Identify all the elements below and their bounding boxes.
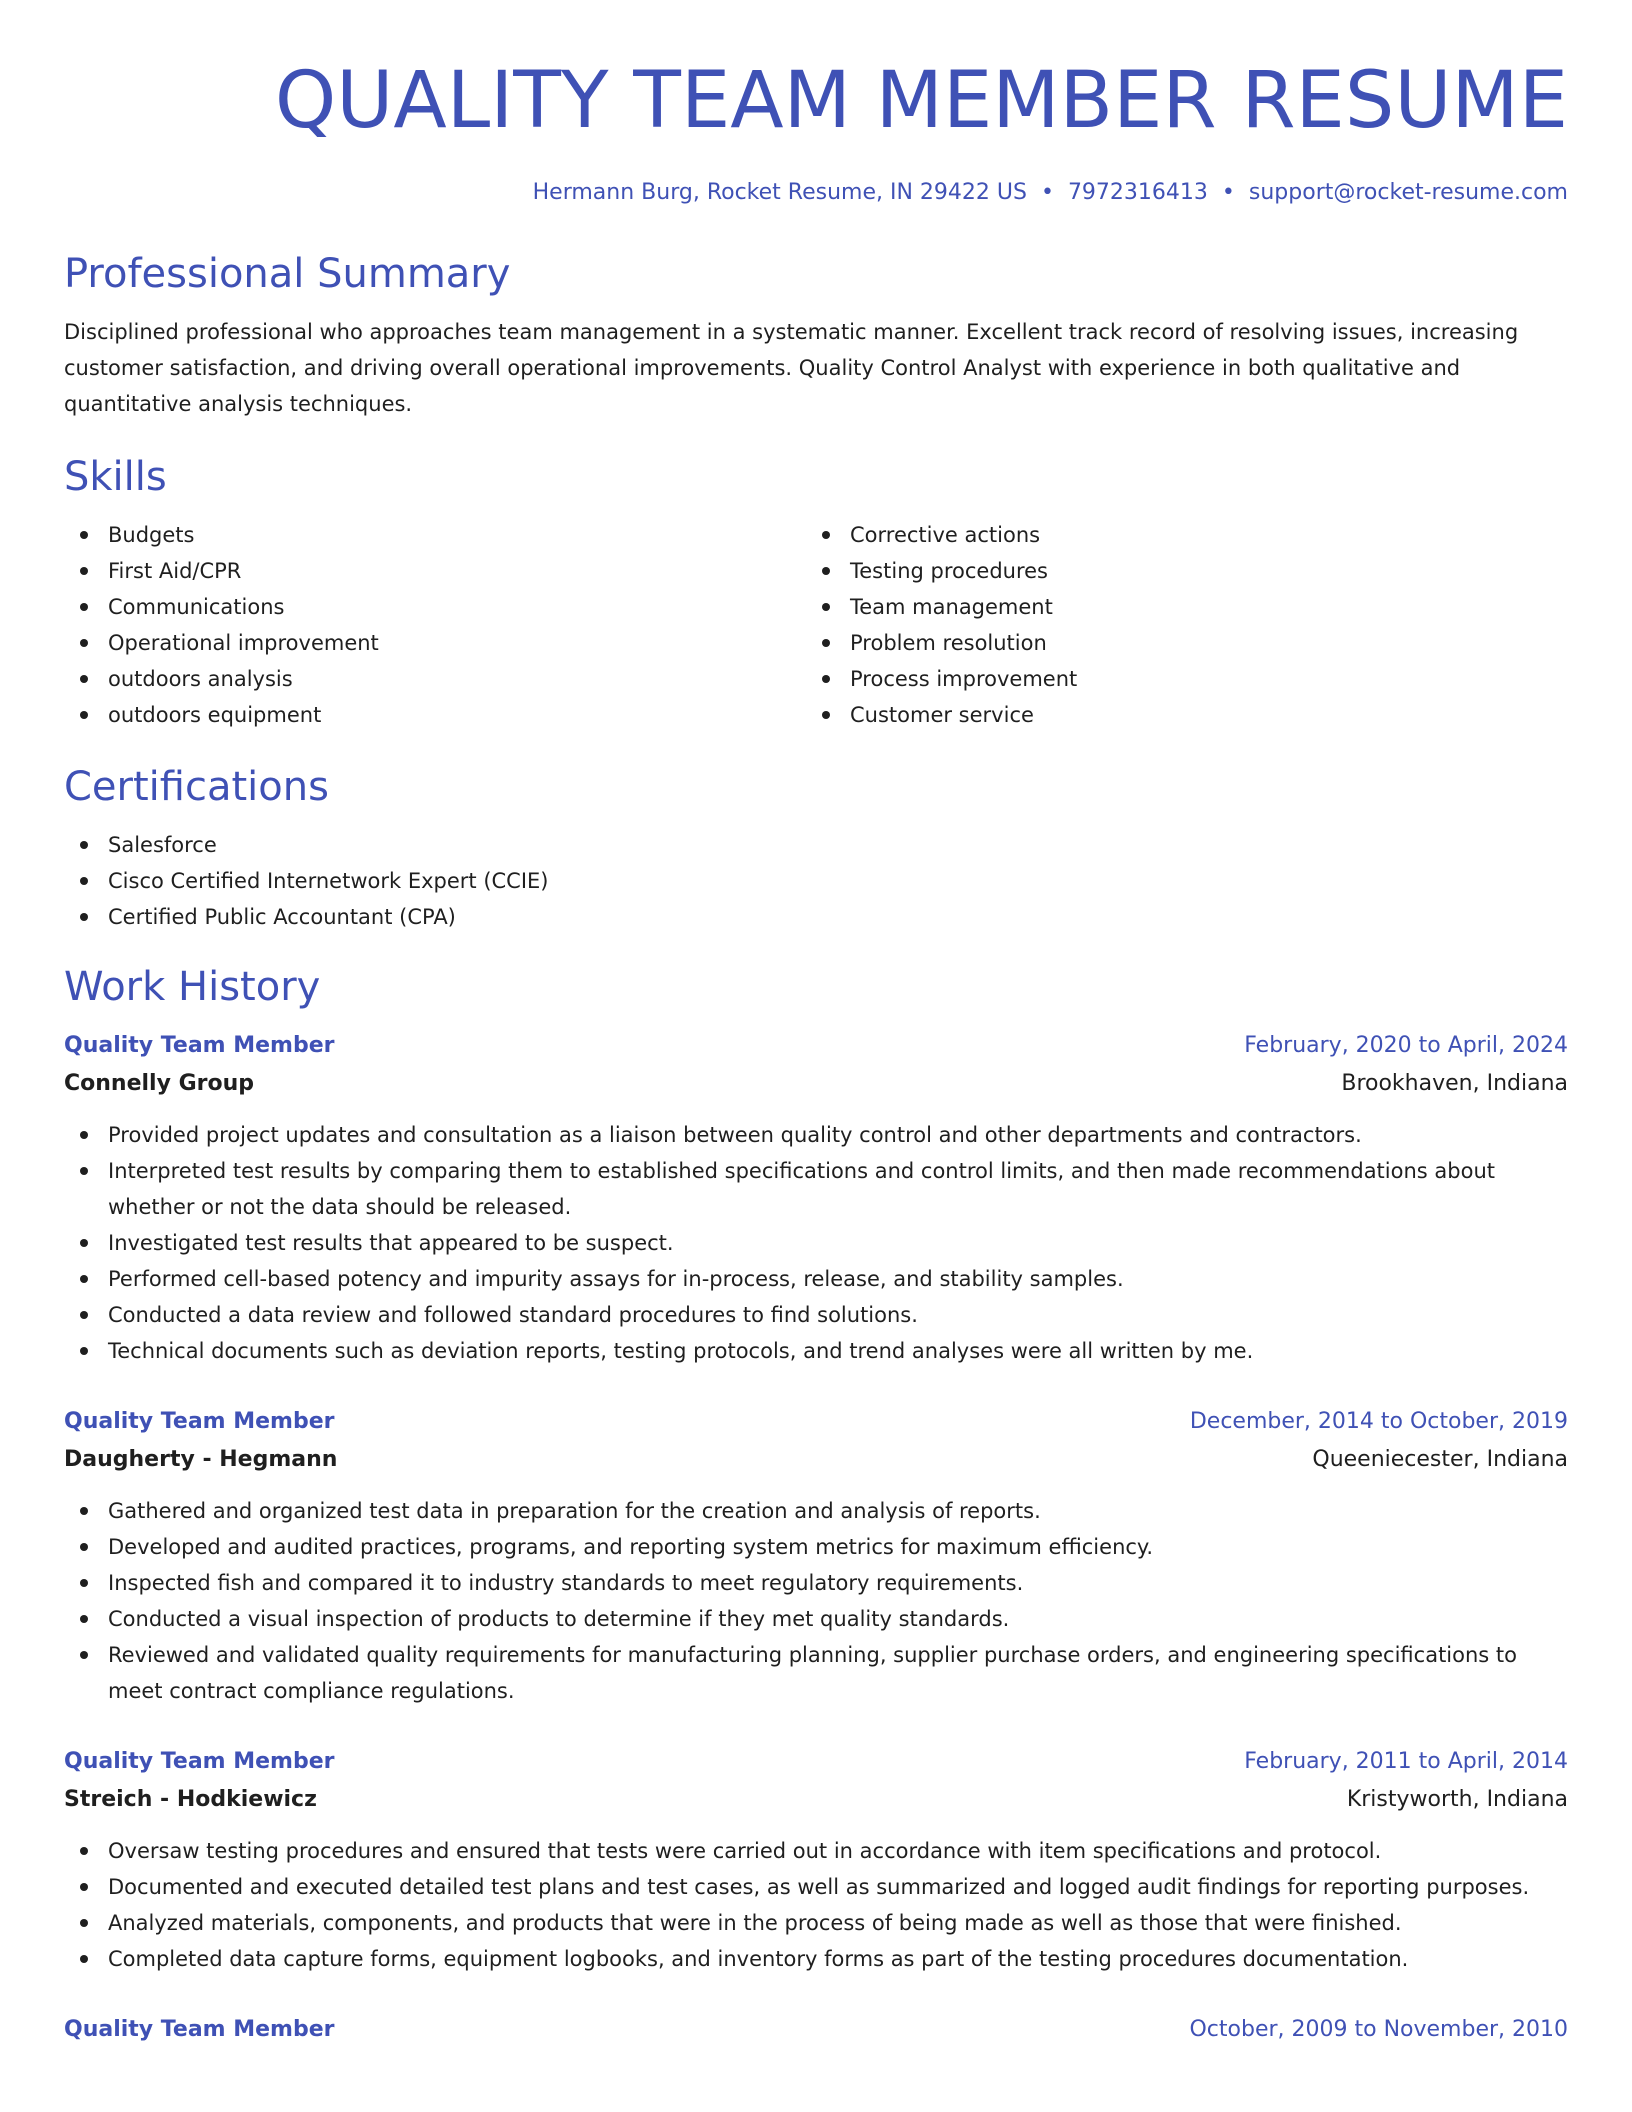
job-duty bbox=[64, 1297, 1568, 1333]
bullet-dot bbox=[80, 567, 88, 575]
bullet-dot bbox=[80, 877, 88, 885]
job-duty-text: Inspected fish and compared it to industry standards to meet regulatory requirements. bbox=[108, 1571, 1024, 1595]
job-title: Quality Team Member bbox=[64, 1409, 335, 1434]
certification-label: Cisco Certified Internetwork Expert (CCIE) bbox=[108, 869, 549, 893]
skill-label: Testing procedures bbox=[850, 559, 1048, 583]
job-duty bbox=[64, 1601, 1568, 1637]
job-duty bbox=[64, 1833, 1568, 1869]
job-duty bbox=[64, 1261, 1568, 1297]
page-title: QUALITY TEAM MEMBER RESUME bbox=[274, 56, 1568, 146]
job-title: Quality Team Member bbox=[64, 1749, 335, 1774]
job-company: Daugherty - Hegmann bbox=[64, 1447, 338, 1472]
job-company-row bbox=[64, 1781, 1568, 1819]
job-title-row bbox=[64, 1743, 1568, 1781]
bullet-dot bbox=[80, 1239, 88, 1247]
bullet-dot bbox=[80, 603, 88, 611]
bullet-dot bbox=[822, 603, 830, 611]
job-title-row bbox=[64, 2011, 1568, 2049]
job-duty bbox=[64, 1225, 1568, 1261]
job-duty bbox=[64, 1529, 1568, 1565]
skill-label: outdoors analysis bbox=[108, 667, 293, 691]
bullet-dot bbox=[80, 1543, 88, 1551]
job-title-row bbox=[64, 1403, 1568, 1441]
job-dates: December, 2014 to October, 2019 bbox=[1189, 1409, 1568, 1434]
job-company: Connelly Group bbox=[64, 1071, 255, 1096]
job-duty-text: Provided project updates and consultation as a liaison between quality control and other departments and contractors. bbox=[108, 1123, 1362, 1147]
certification-item bbox=[64, 899, 1568, 935]
bullet-dot bbox=[80, 1131, 88, 1139]
bullet-dot bbox=[80, 531, 88, 539]
job-duties-list bbox=[64, 1833, 1568, 1977]
skill-label: Customer service bbox=[850, 703, 1034, 727]
contact-email: support@rocket-resume.com bbox=[1248, 180, 1568, 205]
job-duty-text: Interpreted test results by comparing them to established specifications and control limits, and then made recommendations about whether or not the data should be released. bbox=[108, 1159, 1495, 1219]
skill-item bbox=[806, 697, 1548, 733]
job-duty-text: Gathered and organized test data in preparation for the creation and analysis of reports. bbox=[108, 1499, 1041, 1523]
bullet-dot bbox=[80, 1847, 88, 1855]
job-duty-text: Analyzed materials, components, and products that were in the process of being made as well as those that were finished. bbox=[108, 1911, 1402, 1935]
bullet-dot bbox=[80, 1311, 88, 1319]
job-duty bbox=[64, 1905, 1568, 1941]
bullet-dot bbox=[80, 639, 88, 647]
job-company-row bbox=[64, 1065, 1568, 1103]
job-duty bbox=[64, 1153, 1568, 1225]
job-duty bbox=[64, 1565, 1568, 1601]
skill-label: Operational improvement bbox=[108, 631, 379, 655]
skill-item bbox=[64, 661, 806, 697]
job-duty-text: Developed and audited practices, programs, and reporting system metrics for maximum efficiency. bbox=[108, 1535, 1154, 1559]
bullet-dot bbox=[80, 1507, 88, 1515]
skill-item bbox=[64, 517, 806, 553]
certification-label: Salesforce bbox=[108, 833, 217, 857]
bullet-dot bbox=[80, 711, 88, 719]
skills-list-right bbox=[806, 517, 1548, 733]
summary-text: Disciplined professional who approaches team management in a systematic manner. Excellent track record of resolving issues, increasing customer satisfaction, and driving overall operational improvements. Quality Control Analyst with experience in both qualitative and quantitative analysis techniques. bbox=[64, 320, 1519, 416]
contact-separator: • bbox=[1221, 180, 1235, 205]
skill-item bbox=[64, 625, 806, 661]
skill-item bbox=[806, 661, 1548, 697]
bullet-dot bbox=[822, 639, 830, 647]
skill-item bbox=[806, 625, 1548, 661]
contact-phone: 7972316413 bbox=[1067, 180, 1208, 205]
job-dates: February, 2011 to April, 2014 bbox=[1244, 1749, 1568, 1774]
bullet-dot bbox=[80, 841, 88, 849]
certifications-heading: Certifications bbox=[64, 764, 329, 810]
job-entry bbox=[64, 2011, 1568, 2049]
bullet-dot bbox=[80, 1347, 88, 1355]
job-duty-text: Oversaw testing procedures and ensured that tests were carried out in accordance with item specifications and protocol. bbox=[108, 1839, 1382, 1863]
skill-label: Communications bbox=[108, 595, 285, 619]
bullet-dot bbox=[822, 531, 830, 539]
job-dates: February, 2020 to April, 2024 bbox=[1244, 1033, 1568, 1058]
bullet-dot bbox=[822, 711, 830, 719]
skill-label: Team management bbox=[850, 595, 1053, 619]
skill-label: Process improvement bbox=[850, 667, 1078, 691]
job-entry bbox=[64, 1403, 1568, 1709]
skill-item bbox=[806, 589, 1548, 625]
skill-label: Problem resolution bbox=[850, 631, 1047, 655]
skills-list-left bbox=[64, 517, 806, 733]
job-duty bbox=[64, 1941, 1568, 1977]
skills-heading: Skills bbox=[64, 454, 167, 500]
job-location: Kristyworth, Indiana bbox=[1346, 1787, 1568, 1812]
job-duty bbox=[64, 1637, 1568, 1709]
skill-item bbox=[64, 553, 806, 589]
summary-heading: Professional Summary bbox=[64, 251, 511, 297]
job-duty bbox=[64, 1333, 1568, 1369]
bullet-dot bbox=[80, 913, 88, 921]
certifications-list bbox=[64, 827, 1568, 935]
job-duty-text: Conducted a data review and followed standard procedures to find solutions. bbox=[108, 1303, 918, 1327]
job-location: Brookhaven, Indiana bbox=[1341, 1071, 1568, 1096]
job-duty-text: Documented and executed detailed test plans and test cases, as well as summarized and logged audit findings for reporting purposes. bbox=[108, 1875, 1530, 1899]
contact-separator: • bbox=[1040, 180, 1054, 205]
job-entry bbox=[64, 1743, 1568, 1977]
job-duties-list bbox=[64, 1493, 1568, 1709]
job-title: Quality Team Member bbox=[64, 2017, 335, 2042]
skills-columns bbox=[64, 517, 1568, 733]
job-title: Quality Team Member bbox=[64, 1033, 335, 1058]
bullet-dot bbox=[80, 1919, 88, 1927]
job-duty bbox=[64, 1493, 1568, 1529]
job-company: Streich - Hodkiewicz bbox=[64, 1787, 317, 1812]
job-dates: October, 2009 to November, 2010 bbox=[1189, 2017, 1568, 2042]
job-title-row bbox=[64, 1027, 1568, 1065]
skill-item bbox=[64, 697, 806, 733]
bullet-dot bbox=[80, 1579, 88, 1587]
job-duty-text: Completed data capture forms, equipment logbooks, and inventory forms as part of the testing procedures documentation. bbox=[108, 1947, 1409, 1971]
job-location: Queeniecester, Indiana bbox=[1312, 1447, 1568, 1472]
skill-label: outdoors equipment bbox=[108, 703, 322, 727]
skill-item bbox=[64, 589, 806, 625]
contact-address: Hermann Burg, Rocket Resume, IN 29422 US bbox=[532, 180, 1027, 205]
job-duty bbox=[64, 1869, 1568, 1905]
skill-item bbox=[806, 553, 1548, 589]
certification-item bbox=[64, 827, 1568, 863]
job-duty-text: Performed cell-based potency and impurity assays for in-process, release, and stability samples. bbox=[108, 1267, 1124, 1291]
job-entry bbox=[64, 1027, 1568, 1369]
bullet-dot bbox=[80, 1955, 88, 1963]
skill-label: Budgets bbox=[108, 523, 195, 547]
job-duty bbox=[64, 1117, 1568, 1153]
skill-item bbox=[806, 517, 1548, 553]
bullet-dot bbox=[80, 1651, 88, 1659]
contact-line bbox=[64, 180, 1568, 205]
certification-label: Certified Public Accountant (CPA) bbox=[108, 905, 456, 929]
bullet-dot bbox=[80, 1167, 88, 1175]
bullet-dot bbox=[80, 675, 88, 683]
job-company-row bbox=[64, 1441, 1568, 1479]
job-duty-text: Technical documents such as deviation reports, testing protocols, and trend analyses were all written by me. bbox=[108, 1339, 1254, 1363]
job-duty-text: Conducted a visual inspection of products to determine if they met quality standards. bbox=[108, 1607, 1010, 1631]
bullet-dot bbox=[80, 1883, 88, 1891]
bullet-dot bbox=[80, 1615, 88, 1623]
bullet-dot bbox=[822, 675, 830, 683]
bullet-dot bbox=[822, 567, 830, 575]
work-history-heading: Work History bbox=[64, 964, 321, 1010]
certification-item bbox=[64, 863, 1568, 899]
skill-label: First Aid/CPR bbox=[108, 559, 242, 583]
job-duty-text: Reviewed and validated quality requirements for manufacturing planning, supplier purchase orders, and engineering specifications to meet contract compliance regulations. bbox=[108, 1643, 1517, 1703]
skill-label: Corrective actions bbox=[850, 523, 1041, 547]
job-duties-list bbox=[64, 1117, 1568, 1369]
bullet-dot bbox=[80, 1275, 88, 1283]
job-duty-text: Investigated test results that appeared to be suspect. bbox=[108, 1231, 674, 1255]
